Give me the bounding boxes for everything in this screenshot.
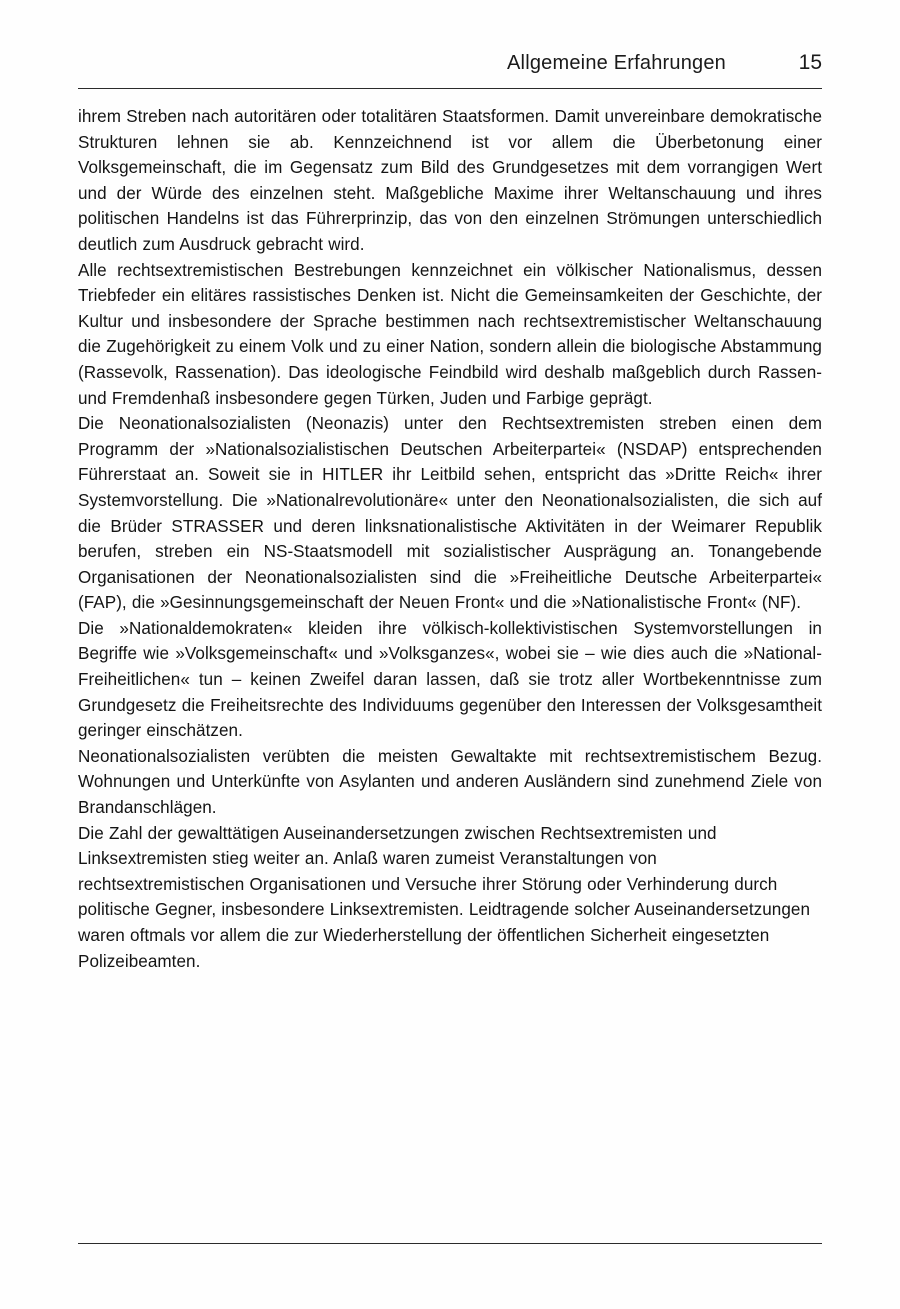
paragraph: Die »Nationaldemokraten« kleiden ihre völkisch-kollektivistischen Systemvorstellungen in Begriffe wie »Volksgemeinschaft« und »Volksganzes«, wobei sie – wie dies auch die »National-Freiheitlichen« tun – keinen Zweifel daran lassen, daß sie trotz aller Wortbekenntnisse zum Grundgesetz die Freiheitsrechte des Individuums gegenüber den Interessen der Volksgesamtheit geringer einschätzen. xyxy=(78,618,822,741)
paragraph: Neonationalsozialisten verübten die meisten Gewaltakte mit rechtsextremistischem Bezug. Wohnungen und Unterkünfte von Asylanten und anderen Ausländern sind zunehmend Ziele von Brandanschlägen. xyxy=(78,746,822,818)
paragraph: Alle rechtsextremistischen Bestrebungen kennzeichnet ein völkischer Nationalismus, dessen Triebfeder ein elitäres rassistisches Denken ist. Nicht die Gemeinsamkeiten der Geschichte, der Kultur und insbesondere der Sprache bestimmen nach rechtsextremistischer Weltanschauung die Zugehörigkeit zu einem Volk und zu einer Nation, sondern allein die biologische Abstammung (Rassevolk, Rassenation). Das ideologische Feindbild wird deshalb maßgeblich durch Rassen- und Fremdenhaß insbesondere gegen Türken, Juden und Farbige geprägt. xyxy=(78,260,822,408)
header-rule xyxy=(78,88,822,89)
paragraph: ihrem Streben nach autoritären oder totalitären Staatsformen. Damit unvereinbare demokratische Strukturen lehnen sie ab. Kennzeichnend ist vor allem die Überbetonung einer Volksgemeinschaft, die im Gegensatz zum Bild des Grundgesetzes mit dem vorrangigen Wert und der Würde des einzelnen steht. Maßgebliche Maxime ihrer Weltanschauung und ihres politischen Handelns ist das Führerprinzip, das von den einzelnen Strömungen unterschiedlich deutlich zum Ausdruck gebracht wird. xyxy=(78,107,822,254)
page-number: 15 xyxy=(798,51,822,74)
body-text xyxy=(78,104,822,974)
paragraph: Die Neonationalsozialisten (Neonazis) unter den Rechtsextremisten streben einen dem Programm der »Nationalsozialistischen Deutschen Arbeiterpartei« (NSDAP) entsprechenden Führerstaat an. Soweit sie in HITLER ihr Leitbild sehen, entspricht das »Dritte Reich« ihrer Systemvorstellung. Die »Nationalrevolutionäre« unter den Neonationalsozialisten, die sich auf die Brüder STRASSER und deren linksnationalistische Aktivitäten in der Weimarer Republik berufen, streben ein NS-Staatsmodell mit sozialistischer Ausprägung an. Tonangebende Organisationen der Neonationalsozialisten sind die »Freiheitliche Deutsche Arbeiterpartei« (FAP), die »Gesinnungsgemeinschaft der Neuen Front« und die »Nationalistische Front« (NF). xyxy=(78,414,822,613)
page-header xyxy=(78,52,822,75)
paragraph: Die Zahl der gewalttätigen Auseinandersetzungen zwischen Rechtsextremisten und Linksextremisten stieg weiter an. Anlaß waren zumeist Veranstaltungen von rechtsextremistischen Organisationen und Versuche ihrer Störung oder Verhinderung durch politische Gegner, insbesondere Linksextremisten. Leidtragende solcher Auseinandersetzungen waren oftmals vor allem die zur Wiederherstellung der öffentlichen Sicherheit eingesetzten Polizeibeamten. xyxy=(78,823,810,971)
running-head-title: Allgemeine Erfahrungen xyxy=(507,52,726,74)
footer-rule xyxy=(78,1243,822,1244)
